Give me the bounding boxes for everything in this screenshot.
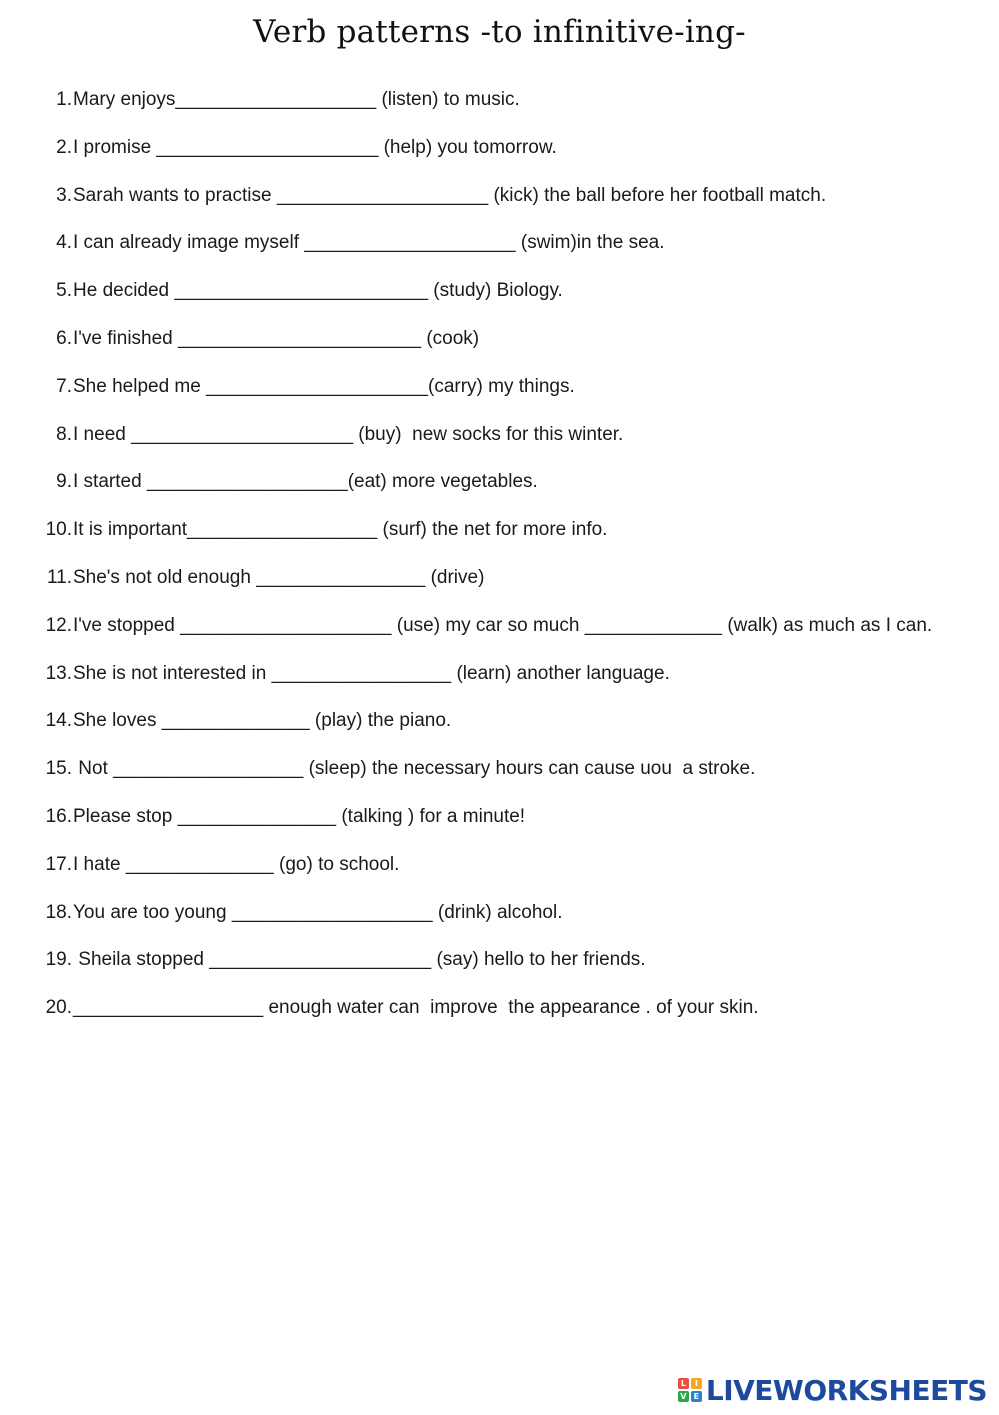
exercise-item	[36, 172, 956, 220]
exercise-number: 14.	[45, 710, 72, 732]
exercise-text: I hate ______________ (go) to school.	[73, 853, 400, 875]
exercise-list	[36, 76, 956, 1032]
exercise-item	[36, 219, 956, 267]
exercise-number: 13.	[45, 662, 72, 684]
exercise-item	[36, 650, 956, 698]
exercise-item	[36, 76, 956, 124]
exercise-text: She loves ______________ (play) the piano.	[73, 710, 452, 732]
exercise-number: 1.	[56, 89, 72, 110]
exercise-number: 16.	[45, 805, 72, 827]
exercise-text: He decided ________________________ (study) Biology.	[73, 280, 563, 302]
exercise-number: 20.	[45, 997, 72, 1019]
exercise-item	[36, 841, 956, 889]
exercise-item	[36, 793, 956, 841]
exercise-item	[36, 697, 956, 745]
exercise-item	[36, 458, 956, 506]
exercise-item	[36, 889, 956, 937]
exercise-number: 4.	[56, 232, 72, 254]
exercise-text: I've stopped ____________________ (use) my car so much _____________ (walk) as much as I can.	[73, 614, 933, 636]
exercise-number: 5.	[56, 280, 72, 302]
exercise-text: I started ___________________(eat) more vegetables.	[73, 471, 538, 493]
exercise-text: It is important__________________ (surf) the net for more info.	[73, 519, 608, 541]
exercise-item	[36, 602, 956, 650]
exercise-text: I've finished _______________________ (cook)	[73, 327, 480, 349]
logo-tile: L	[678, 1378, 689, 1389]
exercise-text: Mary enjoys___________________ (listen) to music.	[73, 89, 520, 110]
exercise-item	[36, 411, 956, 459]
exercise-text: She helped me _____________________(carry) my things.	[73, 375, 575, 397]
exercise-number: 11.	[46, 566, 72, 588]
exercise-item	[36, 745, 956, 793]
exercise-number: 3.	[56, 184, 72, 206]
exercise-text: Please stop _______________ (talking ) for a minute!	[73, 805, 526, 827]
exercise-text: Sheila stopped _____________________ (say) hello to her friends.	[73, 949, 646, 971]
exercise-item	[36, 267, 956, 315]
exercise-item	[36, 984, 956, 1032]
exercise-text: I promise _____________________ (help) you tomorrow.	[73, 136, 557, 158]
logo-tile: V	[678, 1391, 689, 1402]
exercise-text: Sarah wants to practise ____________________ (kick) the ball before her football match.	[73, 184, 827, 206]
logo-grid-icon	[678, 1378, 702, 1402]
exercise-number: 9.	[56, 471, 72, 493]
exercise-item	[36, 936, 956, 984]
exercise-number: 15.	[45, 758, 72, 780]
exercise-text: I can already image myself ____________________ (swim)in the sea.	[73, 232, 665, 254]
liveworksheets-logo[interactable]	[678, 1373, 987, 1407]
worksheet-title: Verb patterns -to infinitive-ing-	[253, 14, 746, 50]
exercise-number: 18.	[45, 901, 72, 923]
exercise-text: She's not old enough ________________ (drive)	[73, 566, 485, 588]
exercise-number: 19.	[45, 949, 72, 971]
exercise-number: 17.	[45, 853, 72, 875]
exercise-number: 8.	[56, 423, 72, 445]
exercise-item	[36, 554, 956, 602]
exercise-item	[36, 363, 956, 411]
exercise-number: 6.	[56, 327, 72, 349]
exercise-number: 2.	[56, 136, 72, 158]
exercise-text: __________________ enough water can improve the appearance . of your skin.	[73, 997, 759, 1019]
logo-text: LIVEWORKSHEETS	[705, 1373, 987, 1407]
exercise-text: She is not interested in _________________ (learn) another language.	[73, 662, 670, 684]
exercise-text: I need _____________________ (buy) new socks for this winter.	[73, 423, 624, 445]
logo-tile: E	[691, 1391, 702, 1402]
exercise-number: 10.	[45, 519, 72, 541]
exercise-item	[36, 124, 956, 172]
exercise-number: 7.	[56, 375, 72, 397]
logo-tile: I	[691, 1378, 702, 1389]
exercise-text: You are too young ___________________ (drink) alcohol.	[73, 901, 563, 923]
exercise-item	[36, 506, 956, 554]
exercise-number: 12.	[45, 614, 72, 636]
exercise-item	[36, 315, 956, 363]
exercise-text: Not __________________ (sleep) the necessary hours can cause uou a stroke.	[73, 758, 756, 780]
